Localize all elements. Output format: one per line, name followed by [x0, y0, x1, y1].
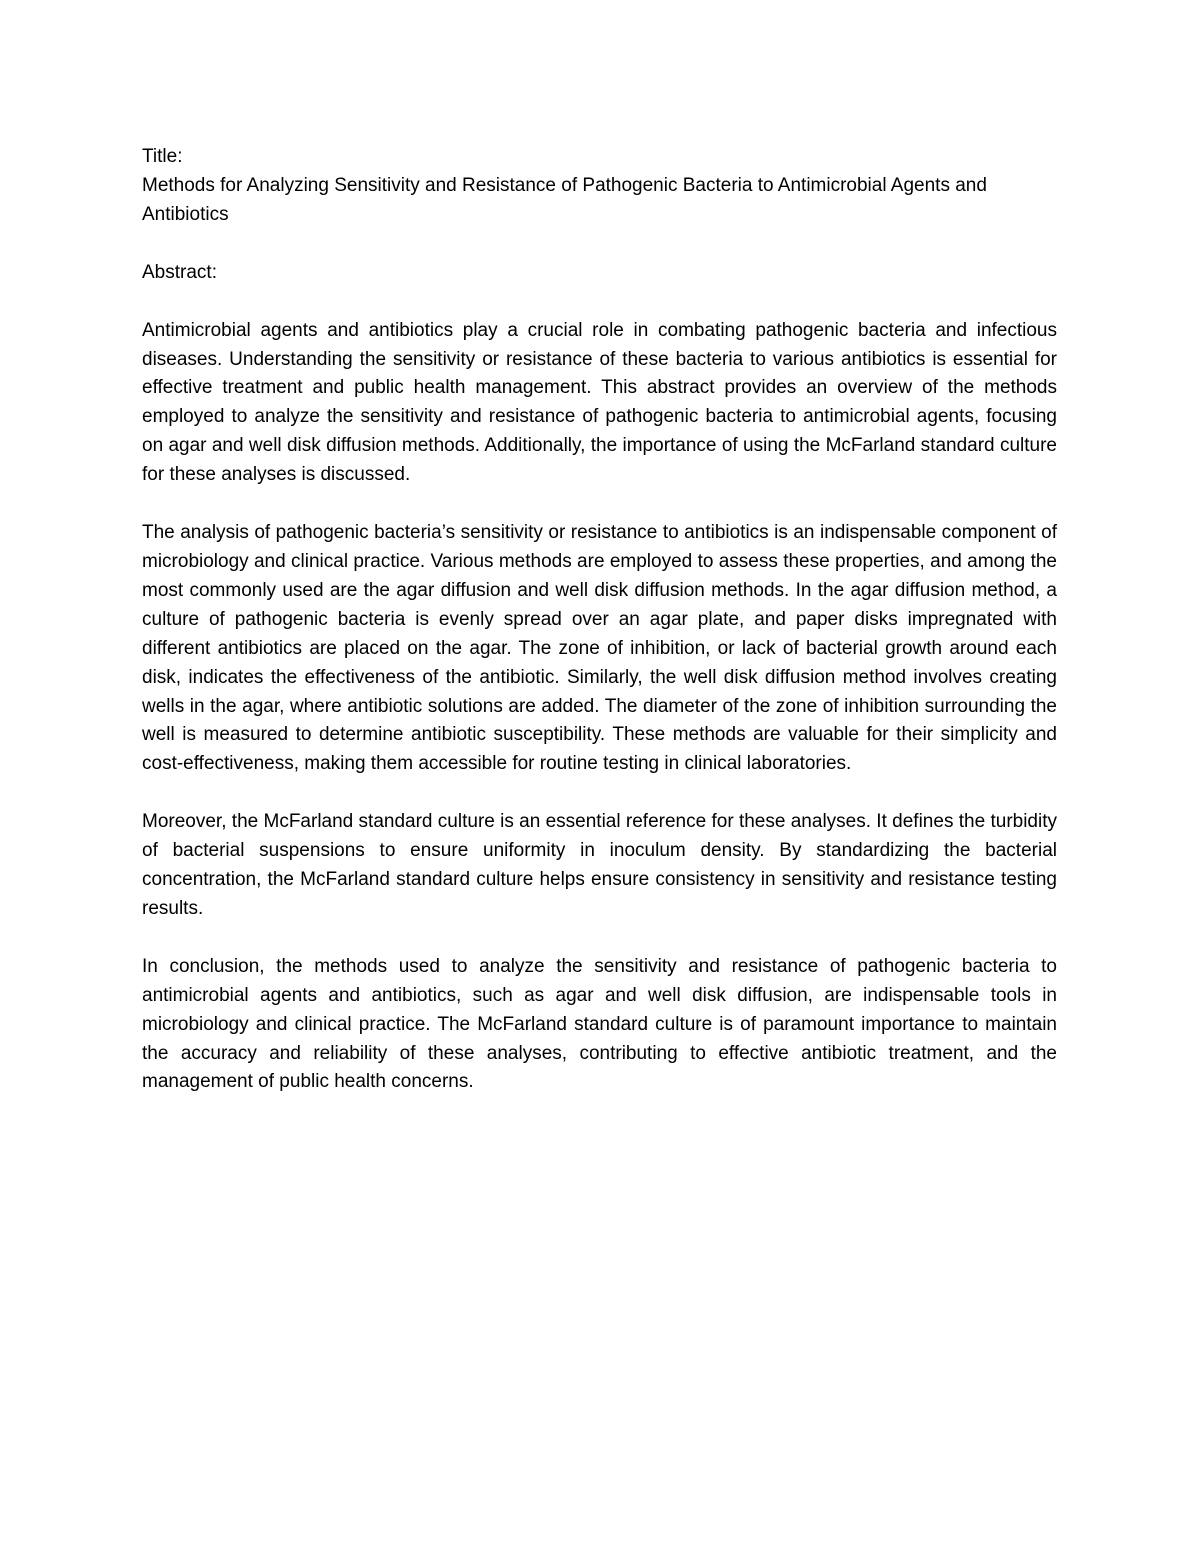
document-page [142, 143, 1057, 1097]
paragraph-conclusion: In conclusion, the methods used to analyze the sensitivity and resistance of pathogenic bacteria to antimicrobial agents and antibiotics, such as agar and well disk diffusion, are indispensable tools in microbiology and clinical practice. The McFarland standard culture is of paramount importance to maintain the accuracy and reliability of these analyses, contributing to effective antibiotic treatment, and the management of public health concerns. [142, 955, 1057, 1093]
title-label: Title: [142, 146, 183, 167]
paragraph-methods: The analysis of pathogenic bacteria’s sensitivity or resistance to antibiotics is an indispensable component of microbiology and clinical practice. Various methods are employed to assess these properties, and among the most commonly used are the agar diffusion and well disk diffusion methods. In the agar diffusion method, a culture of pathogenic bacteria is evenly spread over an agar plate, and paper disks impregnated with different antibiotics are placed on the agar. The zone of inhibition, or lack of bacterial growth around each disk, indicates the effectiveness of the antibiotic. Similarly, the well disk diffusion method involves creating wells in the agar, where antibiotic solutions are added. The diameter of the zone of inhibition surrounding the well is measured to determine antibiotic susceptibility. These methods are valuable for their simplicity and cost-effectiveness, making them accessible for routine testing in clinical laboratories. [142, 522, 1057, 775]
paragraph-intro: Antimicrobial agents and antibiotics play a crucial role in combating pathogenic bacteria and infectious diseases. Understanding the sensitivity or resistance of these bacteria to various antibiotics is essential for effective treatment and public health management. This abstract provides an overview of the methods employed to analyze the sensitivity and resistance of pathogenic bacteria to antimicrobial agents, focusing on agar and well disk diffusion methods. Additionally, the importance of using the McFarland standard culture for these analyses is discussed. [142, 319, 1057, 486]
document-title: Methods for Analyzing Sensitivity and Resistance of Pathogenic Bacteria to Antimicrobial Agents and Antibiotics [142, 174, 987, 225]
abstract-label: Abstract: [142, 261, 217, 283]
paragraph-mcfarland: Moreover, the McFarland standard culture is an essential reference for these analyses. It defines the turbidity of bacterial suspensions to ensure uniformity in inoculum density. By standardizing the bacterial concentration, the McFarland standard culture helps ensure consistency in sensitivity and resistance testing results. [142, 811, 1057, 919]
